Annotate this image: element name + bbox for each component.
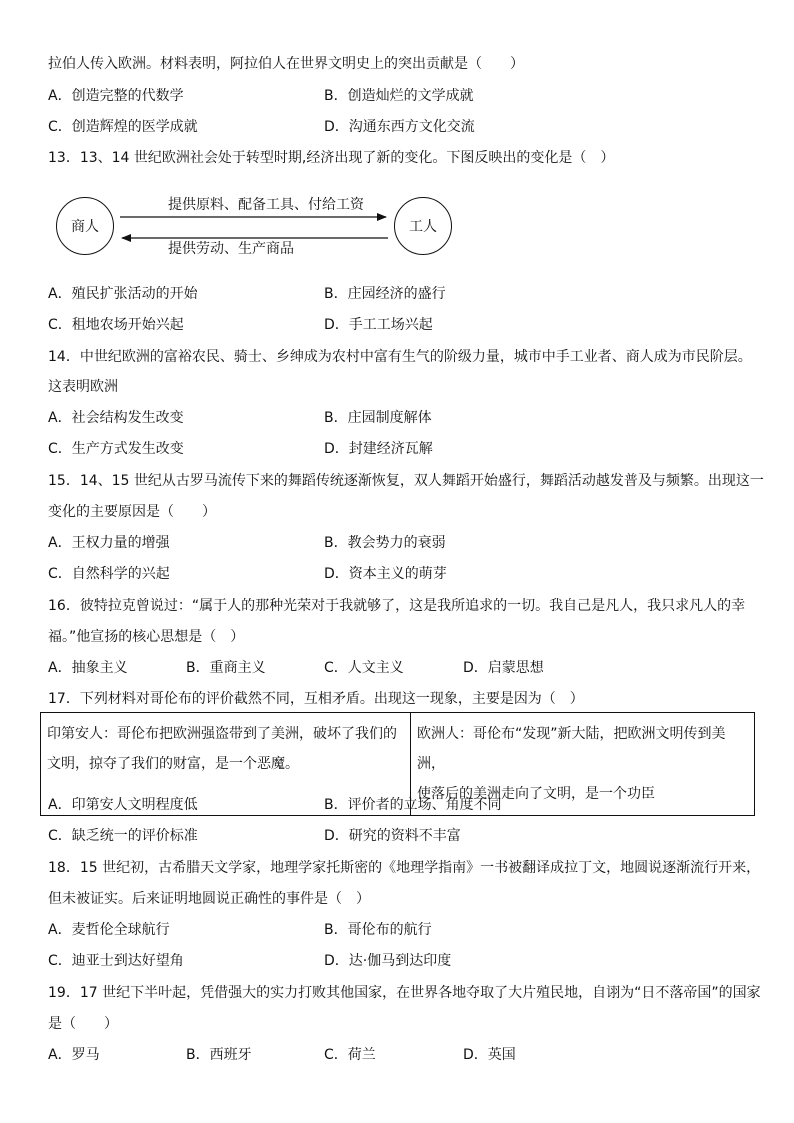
q12-option-b[interactable]: B．创造灿烂的文学成就 xyxy=(324,88,474,104)
q17-option-c[interactable]: C．缺乏统一的评价标准 xyxy=(48,828,198,844)
q17-option-d[interactable]: D．研究的资料不丰富 xyxy=(324,828,461,844)
q16-stem-line1: 16．彼特拉克曾说过：“属于人的那种光荣对于我就够了，这是我所追求的一切。我自己是凡人，我只求凡人的幸 xyxy=(48,598,746,614)
q18-stem-line1: 18．15 世纪初，古希腊天文学家，地理学家托斯密的《地理学指南》一书被翻译成拉丁文，地圆说逐渐流行开来， xyxy=(48,860,761,876)
q14-stem-line2: 这表明欧洲 xyxy=(48,379,118,395)
q15-stem-line1: 15．14、15 世纪从古罗马流传下来的舞蹈传统逐渐恢复，双人舞蹈开始盛行，舞蹈活动越发普及与频繁。出现这一 xyxy=(48,473,764,489)
q19-stem-line1: 19．17 世纪下半叶起，凭借强大的实力打败其他国家，在世界各地夺取了大片殖民地，自诩为“日不落帝国”的国家 xyxy=(48,985,761,1001)
q16-option-d[interactable]: D．启蒙思想 xyxy=(463,660,544,676)
q13-diagram xyxy=(56,186,456,268)
q13-option-a[interactable]: A．殖民扩张活动的开始 xyxy=(48,286,198,302)
q17-european-view-line1: 欧洲人：哥伦布“发现”新大陆，把欧洲文明传到美洲， xyxy=(417,726,726,772)
q14-stem-line1: 14．中世纪欧洲的富裕农民、骑士、乡绅成为农村中富有生气的阶级力量，城市中手工业者、商人成为市民阶层。 xyxy=(48,349,752,365)
q16-option-c[interactable]: C．人文主义 xyxy=(324,660,404,676)
q18-option-b[interactable]: B．哥伦布的航行 xyxy=(324,922,432,938)
q17-option-a[interactable]: A．印第安人文明程度低 xyxy=(48,797,198,813)
q15-option-d[interactable]: D．资本主义的萌芽 xyxy=(324,566,447,582)
supply-arrow-label: 提供原料、配备工具、付给工资 xyxy=(168,197,364,213)
merchant-node: 商人 xyxy=(56,197,114,255)
q13-option-b[interactable]: B．庄园经济的盛行 xyxy=(324,286,446,302)
q13-stem: 13．13、14 世纪欧洲社会处于转型时期,经济出现了新的变化。下图反映出的变化是（ ） xyxy=(48,150,615,166)
q16-stem-line2: 福。”他宣扬的核心思想是（ ） xyxy=(48,629,245,645)
q19-option-a[interactable]: A．罗马 xyxy=(48,1047,100,1063)
q14-option-d[interactable]: D．封建经济瓦解 xyxy=(324,441,433,457)
q17-european-view-line2: 使落后的美洲走向了文明，是一个功臣 xyxy=(417,786,655,802)
q19-option-d[interactable]: D．英国 xyxy=(463,1047,516,1063)
q14-option-a[interactable]: A．社会结构发生改变 xyxy=(48,410,184,426)
q17-native-view-line1: 印第安人：哥伦布把欧洲强盗带到了美洲，破坏了我们的 xyxy=(47,726,397,742)
q15-stem-line2: 变化的主要原因是（ ） xyxy=(48,504,216,520)
q18-option-a[interactable]: A．麦哲伦全球航行 xyxy=(48,922,170,938)
q18-option-c[interactable]: C．迪亚士到达好望角 xyxy=(48,953,184,969)
q13-option-d[interactable]: D．手工工场兴起 xyxy=(324,317,433,333)
q12-option-c[interactable]: C．创造辉煌的医学成就 xyxy=(48,119,198,135)
q16-option-a[interactable]: A．抽象主义 xyxy=(48,660,128,676)
q14-option-c[interactable]: C．生产方式发生改变 xyxy=(48,441,184,457)
q17-stem: 17．下列材料对哥伦布的评价截然不同，互相矛盾。出现这一现象，主要是因为（ ） xyxy=(48,691,584,707)
q18-stem-line2: 但未被证实。后来证明地圆说正确性的事件是（ ） xyxy=(48,891,370,907)
q19-option-c[interactable]: C．荷兰 xyxy=(324,1047,376,1063)
q12-option-d[interactable]: D．沟通东西方文化交流 xyxy=(324,119,475,135)
q14-option-b[interactable]: B．庄园制度解体 xyxy=(324,410,432,426)
q15-option-c[interactable]: C．自然科学的兴起 xyxy=(48,566,170,582)
q16-option-b[interactable]: B．重商主义 xyxy=(186,660,266,676)
q19-option-b[interactable]: B．西班牙 xyxy=(186,1047,252,1063)
q15-option-b[interactable]: B．教会势力的衰弱 xyxy=(324,535,446,551)
q19-stem-line2: 是（ ） xyxy=(48,1016,118,1032)
q13-option-c[interactable]: C．租地农场开始兴起 xyxy=(48,317,184,333)
q17-option-b[interactable]: B．评价者的立场、角度不同 xyxy=(324,797,502,813)
q12-stem-tail: 拉伯人传入欧洲。材料表明，阿拉伯人在世界文明史上的突出贡献是（ ） xyxy=(48,56,524,72)
q17-native-view-line2: 文明，掠夺了我们的财富，是一个恶魔。 xyxy=(47,756,299,772)
q12-option-a[interactable]: A．创造完整的代数学 xyxy=(48,88,184,104)
q15-option-a[interactable]: A．王权力量的增强 xyxy=(48,535,170,551)
labor-arrow-label: 提供劳动、生产商品 xyxy=(168,241,294,257)
q18-option-d[interactable]: D．达·伽马到达印度 xyxy=(324,953,452,969)
worker-node: 工人 xyxy=(394,197,452,255)
